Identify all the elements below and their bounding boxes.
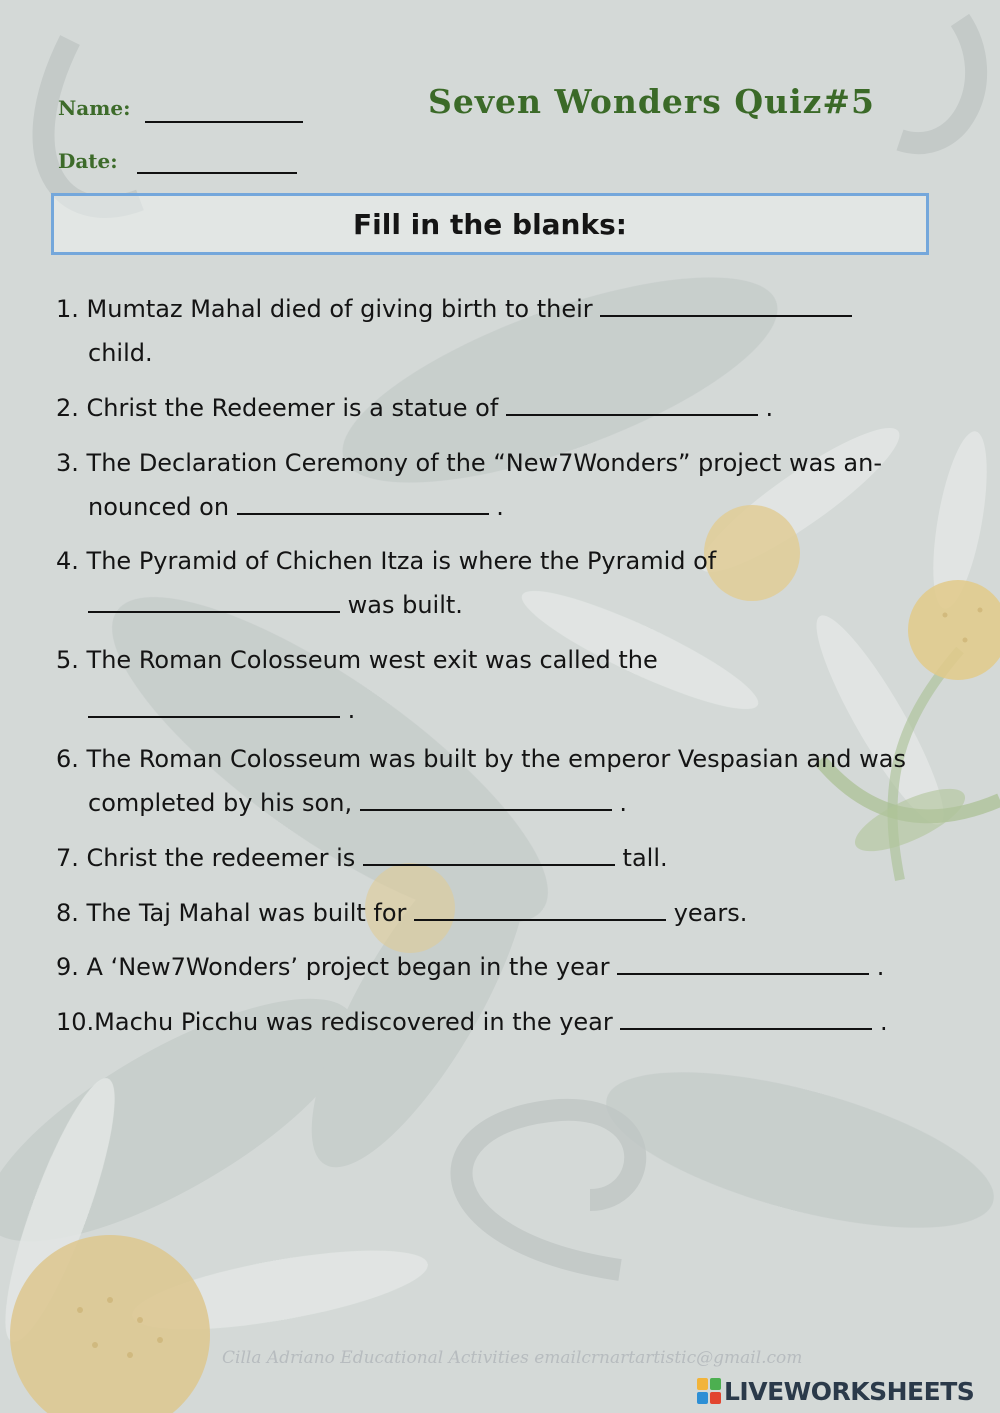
answer-blank-3[interactable] (237, 493, 489, 515)
name-blank[interactable] (145, 121, 303, 123)
page-title: Seven Wonders Quiz#5 (428, 82, 876, 121)
question-text-after: . (872, 1008, 888, 1036)
question-text-after: . (340, 696, 356, 724)
question-10 (56, 1000, 936, 1044)
answer-blank-8[interactable] (414, 899, 666, 921)
question-number: 2. (56, 394, 79, 422)
answer-blank-4[interactable] (88, 591, 340, 613)
question-number: 10. (56, 1008, 95, 1036)
date-blank[interactable] (137, 172, 297, 174)
question-number: 3. (56, 449, 79, 477)
liveworksheets-brand: LIVEWORKSHEETS (724, 1376, 975, 1406)
question-2 (56, 386, 936, 430)
author-credit: Cilla Adriano Educational Activities emailcrnartartistic@gmail.com (222, 1348, 803, 1368)
question-text: The Roman Colosseum west exit was called the (86, 646, 658, 674)
question-number: 1. (56, 295, 79, 323)
answer-blank-9[interactable] (617, 953, 869, 975)
question-number: 5. (56, 646, 79, 674)
question-text: A ‘New7Wonders’ project began in the year (86, 953, 618, 981)
question-text: Christ the redeemer is (86, 844, 363, 872)
question-continuation (56, 583, 936, 627)
question-number: 6. (56, 745, 79, 773)
question-text-after: tall. (614, 844, 668, 872)
liveworksheets-icon (697, 1378, 721, 1404)
question-number: 4. (56, 547, 79, 575)
answer-blank-7[interactable] (363, 844, 615, 866)
question-text: Christ the Redeemer is a statue of (86, 394, 506, 422)
answer-blank-5[interactable] (88, 696, 340, 718)
question-text-after: . (488, 493, 504, 521)
question-text: completed by his son, (88, 789, 360, 817)
question-7 (56, 836, 936, 880)
question-9 (56, 945, 936, 989)
question-5 (56, 638, 936, 732)
question-continuation (56, 688, 936, 732)
instructions-box (51, 193, 929, 255)
question-text-after: years. (666, 899, 748, 927)
question-8 (56, 891, 936, 935)
instructions-text: Fill in the blanks: (353, 208, 627, 241)
question-text: Machu Picchu was rediscovered in the year (94, 1008, 621, 1036)
question-3 (56, 441, 936, 529)
question-6 (56, 737, 936, 825)
question-text: The Declaration Ceremony of the “New7Wonders” project was an- (86, 449, 882, 477)
question-continuation: child. (88, 339, 153, 367)
question-4 (56, 539, 936, 627)
question-text: nounced on (88, 493, 237, 521)
question-text-after: . (757, 394, 774, 422)
name-label: Name: (58, 96, 131, 120)
answer-blank-1[interactable] (600, 295, 852, 317)
question-text: Mumtaz Mahal died of giving birth to their (86, 295, 601, 323)
question-text-after: . (611, 789, 627, 817)
question-continuation (56, 485, 936, 529)
question-text-after: was built. (340, 591, 463, 619)
question-number: 9. (56, 953, 79, 981)
question-text-after: . (869, 953, 885, 981)
question-number: 8. (56, 899, 79, 927)
question-text: The Roman Colosseum was built by the emperor Vespasian and was (86, 745, 906, 773)
question-text: The Pyramid of Chichen Itza is where the Pyramid of (86, 547, 717, 575)
question-number: 7. (56, 844, 79, 872)
answer-blank-2[interactable] (506, 394, 758, 416)
answer-blank-10[interactable] (620, 1008, 872, 1030)
date-label: Date: (58, 149, 118, 173)
liveworksheets-logo (697, 1376, 974, 1406)
question-continuation (56, 781, 936, 825)
answer-blank-6[interactable] (360, 789, 612, 811)
question-1 (56, 287, 936, 375)
question-text: The Taj Mahal was built for (86, 899, 415, 927)
